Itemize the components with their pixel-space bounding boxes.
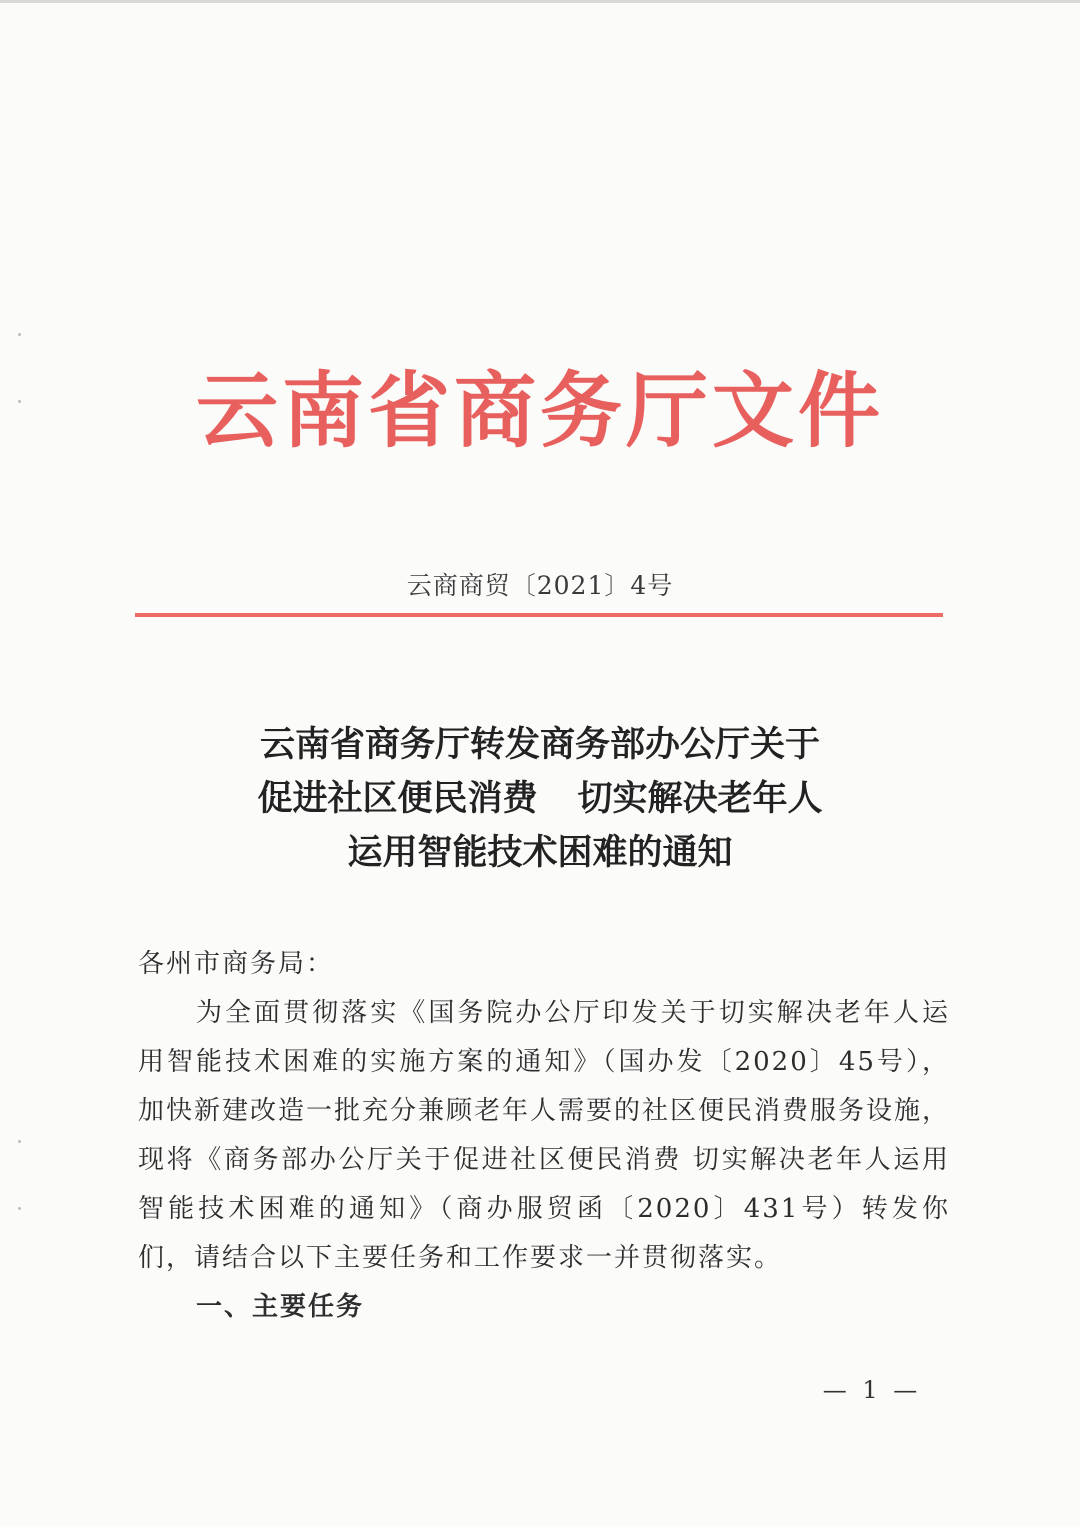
salutation: 各州市商务局： <box>138 949 335 979</box>
title-line-part: 切实解决老年人 <box>577 779 823 819</box>
document-title <box>130 718 950 880</box>
title-line-part: 促进社区便民消费 <box>257 779 538 819</box>
title-line: 运用智能技术困难的通知 <box>347 833 733 873</box>
scan-speck <box>18 1207 21 1210</box>
body-paragraph: 为全面贯彻落实《国务院办公厅印发关于切实解决老年人运用智能技术困难的实施方案的通知》（国办发〔2020〕45号），加快新建改造一批充分兼顾老年人需要的社区便民消费服务设施，现将《商务部办公厅关于促进社区便民消费 切实解决老年人运用智能技术困难的通知》（商办服贸函〔2020〕431号）转发你们，请结合以下主要任务和工作要求一并贯彻落实。 <box>138 998 951 1273</box>
scan-top-edge <box>0 0 1080 3</box>
document-number: 云商商贸〔2021〕4号 <box>406 571 674 600</box>
page-number: — 1 — <box>822 1376 922 1404</box>
scan-speck <box>18 1140 21 1143</box>
scan-speck <box>18 333 21 336</box>
document-body <box>138 940 950 1332</box>
section-heading: 一、主要任务 <box>196 1292 365 1322</box>
title-line <box>130 772 950 826</box>
red-divider-rule <box>135 613 943 617</box>
title-line: 云南省商务厅转发商务部办公厅关于 <box>259 725 820 765</box>
document-masthead: 云南省商务厅文件 <box>195 364 884 459</box>
